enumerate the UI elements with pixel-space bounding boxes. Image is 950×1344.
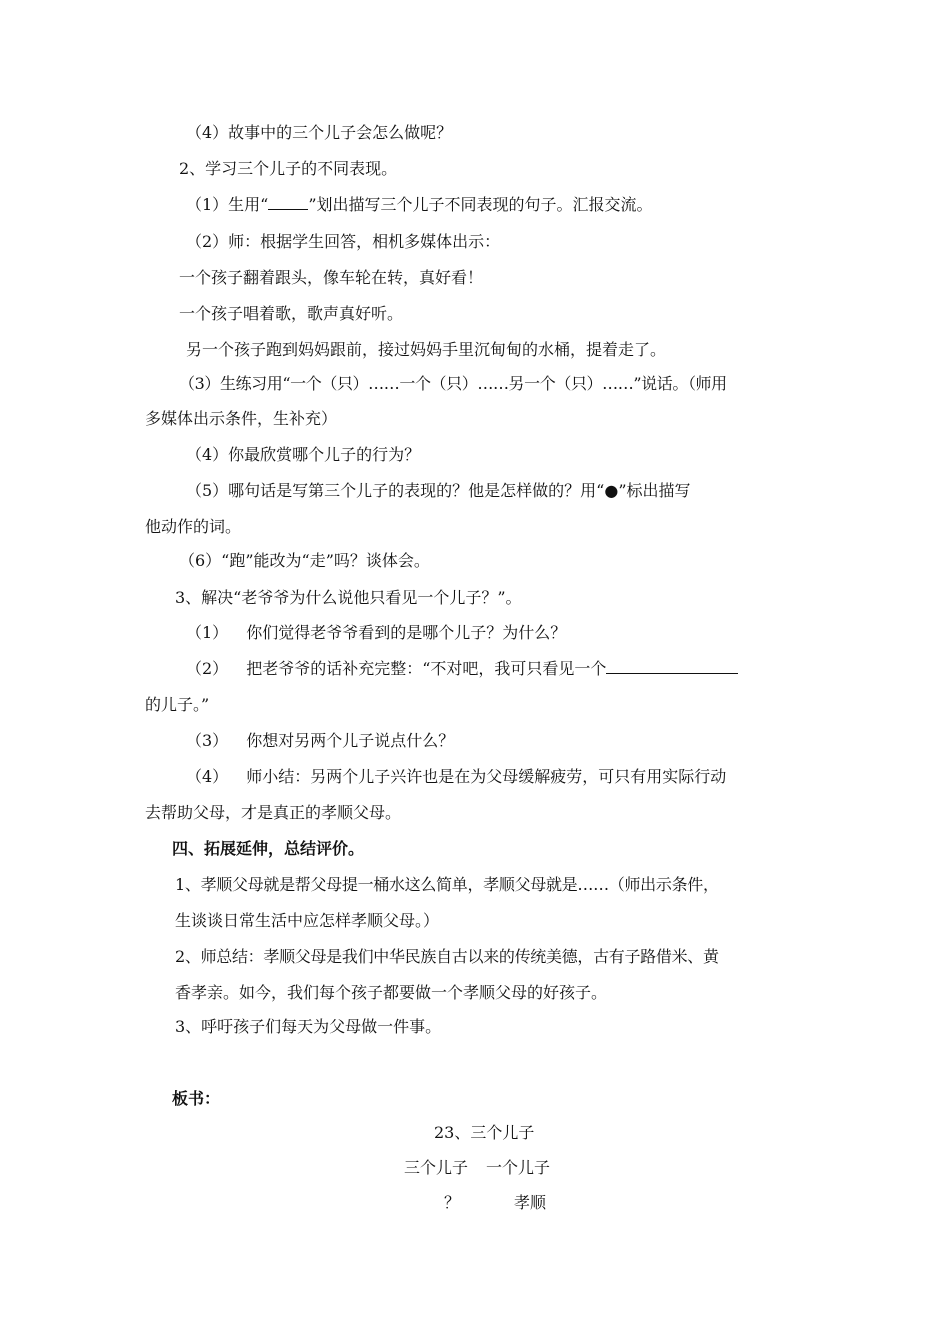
text-line xyxy=(186,658,738,680)
text-fragment: ”划出描写三个儿子不同表现的句子。汇报交流。 xyxy=(308,195,653,214)
text-line xyxy=(186,194,653,216)
text-line: 生谈谈日常生活中应怎样孝顺父母。） xyxy=(175,911,440,930)
text-line: （2）师：根据学生回答，相机多媒体出示： xyxy=(186,232,501,251)
board-cell: ？ xyxy=(444,1193,461,1212)
text-line: （6）“跑”能改为“走”吗？谈体会。 xyxy=(179,551,430,570)
text-line: 香孝亲。如今，我们每个孩子都要做一个孝顺父母的好孩子。 xyxy=(175,983,608,1002)
text-line: （4）你最欣赏哪个儿子的行为？ xyxy=(186,445,421,464)
list-number: （2） xyxy=(186,659,229,678)
text-line xyxy=(186,622,566,644)
text-fragment: 把老爷爷的话补充完整：“不对吧，我可只看见一个 xyxy=(246,659,607,678)
fill-blank xyxy=(606,659,738,674)
list-number: （3） xyxy=(186,731,229,750)
fill-blank xyxy=(268,195,308,210)
text-line: 2、师总结：孝顺父母是我们中华民族自古以来的传统美德，古有子路借米、黄 xyxy=(175,947,719,966)
text-line: 去帮助父母，才是真正的孝顺父母。 xyxy=(145,803,402,822)
text-line: （3）生练习用“一个（只）……一个（只）……另一个（只）……”说话。（师用 xyxy=(179,374,727,393)
text-line: （4）故事中的三个儿子会怎么做呢？ xyxy=(186,123,453,142)
text-line: 2、学习三个儿子的不同表现。 xyxy=(179,159,398,178)
text-line xyxy=(186,766,726,788)
text-fragment: 你们觉得老爷爷看到的是哪个儿子？为什么？ xyxy=(246,623,567,642)
board-cell: 孝顺 xyxy=(514,1193,547,1212)
text-line: 3、呼吁孩子们每天为父母做一件事。 xyxy=(175,1017,442,1036)
text-line: 3、解决“老爷爷为什么说他只看见一个儿子？”。 xyxy=(175,588,522,607)
text-line: 的儿子。” xyxy=(145,695,210,714)
text-line: （5）哪句话是写第三个儿子的表现的？他是怎样做的？用“●”标出描写 xyxy=(186,481,691,500)
text-line: 1、孝顺父母就是帮父母提一桶水这么简单，孝顺父母就是……（师出示条件， xyxy=(175,875,719,894)
list-number: （1） xyxy=(186,623,229,642)
board-title: 23、三个儿子 xyxy=(434,1123,535,1142)
text-fragment: （1）生用“ xyxy=(186,195,269,214)
text-line: 另一个孩子跑到妈妈跟前，接过妈妈手里沉甸甸的水桶，提着走了。 xyxy=(186,340,667,359)
text-fragment: 你想对另两个儿子说点什么？ xyxy=(246,731,455,750)
text-line xyxy=(186,730,454,752)
board-row xyxy=(444,1192,546,1214)
text-line: 一个孩子唱着歌，歌声真好听。 xyxy=(179,304,404,323)
text-line: 多媒体出示条件，生补充） xyxy=(145,409,338,428)
text-fragment: 师小结：另两个儿子兴许也是在为父母缓解疲劳，可只有用实际行动 xyxy=(246,767,727,786)
board-label: 板书： xyxy=(172,1089,221,1108)
text-line: 他动作的词。 xyxy=(145,517,242,536)
text-line: 一个孩子翻着跟头，像车轮在转，真好看！ xyxy=(179,268,484,287)
section-heading: 四、拓展延伸，总结评价。 xyxy=(172,839,365,858)
list-number: （4） xyxy=(186,767,229,786)
board-cell: 三个儿子 xyxy=(404,1158,469,1177)
board-row xyxy=(404,1157,550,1179)
board-cell: 一个儿子 xyxy=(486,1158,551,1177)
